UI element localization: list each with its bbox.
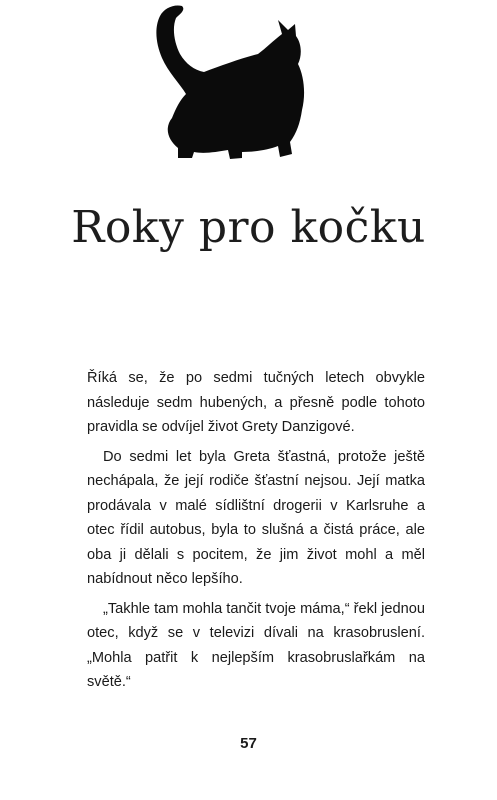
paragraph: Do sedmi let byla Greta šťastná, protože ještě nechápala, že její rodiče šťastní nejsou. Její matka prodávala v malé sídlištní drogerii v Karlsruhe a otec řídil autobus, byla to slušná a čistá práce, ale oba ji dělali s pocitem, že jim život mohl a měl nabídnout něco lepšího. <box>87 448 425 587</box>
paragraph: „Takhle tam mohla tančit tvoje máma,“ řekl jednou otec, když se v televizi dívali na krasobruslení. „Mohla patřit k nejlepším krasobruslařkám na světě.“ <box>87 600 426 690</box>
body-text <box>87 366 425 700</box>
chapter-title: Roky pro kočku <box>71 202 426 253</box>
paragraph: Říká se, že po sedmi tučných letech obvykle následuje sedm hubených, a přesně podle tohoto pravidla se odvíjel život Grety Danzigové. <box>87 370 425 435</box>
page-number: 57 <box>240 735 257 752</box>
cat-silhouette-icon <box>150 2 310 160</box>
